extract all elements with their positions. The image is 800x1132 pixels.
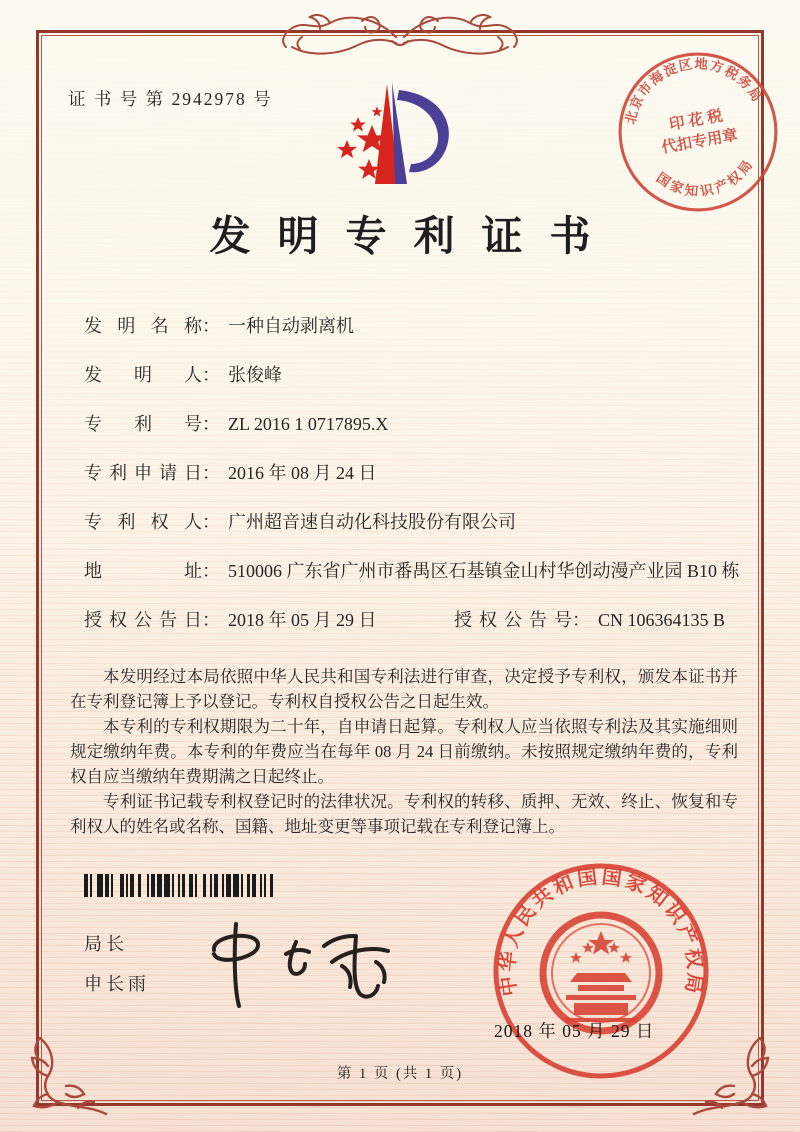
field-label: 专利申请日 <box>84 463 202 483</box>
field-label: 授权公告日 <box>84 610 202 630</box>
legal-paragraph: 本专利的专利权期限为二十年，自申请日起算。专利权人应当依照专利法及其实施细则规定缴纳年费。本专利的年费应当在每年 08 月 24 日前缴纳。未按照规定缴纳年费的，专利权自应当缴纳年费期满之日起终止。 <box>70 717 738 786</box>
page-number: 第 1 页 (共 1 页) <box>336 1066 464 1082</box>
field-value: CN 106364135 B <box>598 610 726 630</box>
legal-paragraph: 本发明经过本局依照中华人民共和国专利法进行审查，决定授予专利权，颁发本证书并在专利登记簿上予以登记。专利权自授权公告之日起生效。 <box>70 667 738 711</box>
svg-text:中华人民共和国国家知识产权局: 中华人民共和国国家知识产权局 <box>496 866 706 998</box>
svg-text:国家知识产权局: 国家知识产权局 <box>653 155 757 200</box>
field-label: 专利号 <box>84 414 202 434</box>
field-value: 张俊峰 <box>228 365 282 385</box>
field-row-patent-number: 专利号 ： ZL 2016 1 0717895.X <box>84 411 740 437</box>
field-value: 510006 广东省广州市番禺区石基镇金山村华创动漫产业园 B10 栋 <box>228 561 740 581</box>
field-value: 2018 年 05 月 29 日 <box>228 610 377 630</box>
legal-paragraph: 专利证书记载专利权登记时的法律状况。专利权的转移、质押、无效、终止、恢复和专利权人的姓名或名称、国籍、地址变更等事项记载在专利登记簿上。 <box>70 792 738 836</box>
tax-stamp-icon <box>603 37 793 227</box>
officer-title: 局长 <box>84 934 128 954</box>
svg-text:北京市海淀区地方税务局: 北京市海淀区地方税务局 <box>622 56 766 126</box>
field-label: 发明名称 <box>84 316 202 336</box>
field-value: ZL 2016 1 0717895.X <box>228 414 389 434</box>
field-label: 专利权人 <box>84 512 202 532</box>
field-row-invention-name: 发明名称 ： 一种自动剥离机 <box>84 313 740 339</box>
field-label: 发明人 <box>84 365 202 385</box>
field-value: 广州超音速自动化科技股份有限公司 <box>228 512 516 532</box>
svg-text:代扣专用章: 代扣专用章 <box>660 126 740 157</box>
field-row-filing-date: 专利申请日 ： 2016 年 08 月 24 日 <box>84 460 740 486</box>
seal-date: 2018 年 05 月 29 日 <box>494 1021 655 1041</box>
field-row-grant: 授权公告日 ： 2018 年 05 月 29 日 授权公告号 ： CN 106364135 B <box>84 607 740 633</box>
field-row-patentee: 专利权人 ： 广州超音速自动化科技股份有限公司 <box>84 509 740 535</box>
field-label: 地址 <box>84 561 202 581</box>
certificate-number: 证 书 号 第 2942978 号 <box>68 89 273 109</box>
cnipa-logo-icon <box>325 72 480 207</box>
certificate-fields <box>84 313 740 656</box>
top-dragon-ornament-icon <box>272 7 528 65</box>
field-value: 一种自动剥离机 <box>228 316 354 336</box>
certificate-title: 发明专利证书 <box>209 213 618 259</box>
signature-shen-changyu <box>198 908 433 1023</box>
field-row-inventor: 发明人 ： 张俊峰 <box>84 362 740 388</box>
legal-text <box>70 664 738 839</box>
field-label: 授权公告号 <box>454 610 572 630</box>
field-row-address: 地址 ： 510006 广东省广州市番禺区石基镇金山村华创动漫产业园 B10 栋 <box>84 558 740 584</box>
svg-text:印 花 税: 印 花 税 <box>668 107 724 134</box>
barcode <box>84 874 300 897</box>
field-value: 2016 年 08 月 24 日 <box>228 463 377 483</box>
cnipa-official-seal-icon <box>490 860 712 1082</box>
officer-name: 申长雨 <box>84 974 150 994</box>
